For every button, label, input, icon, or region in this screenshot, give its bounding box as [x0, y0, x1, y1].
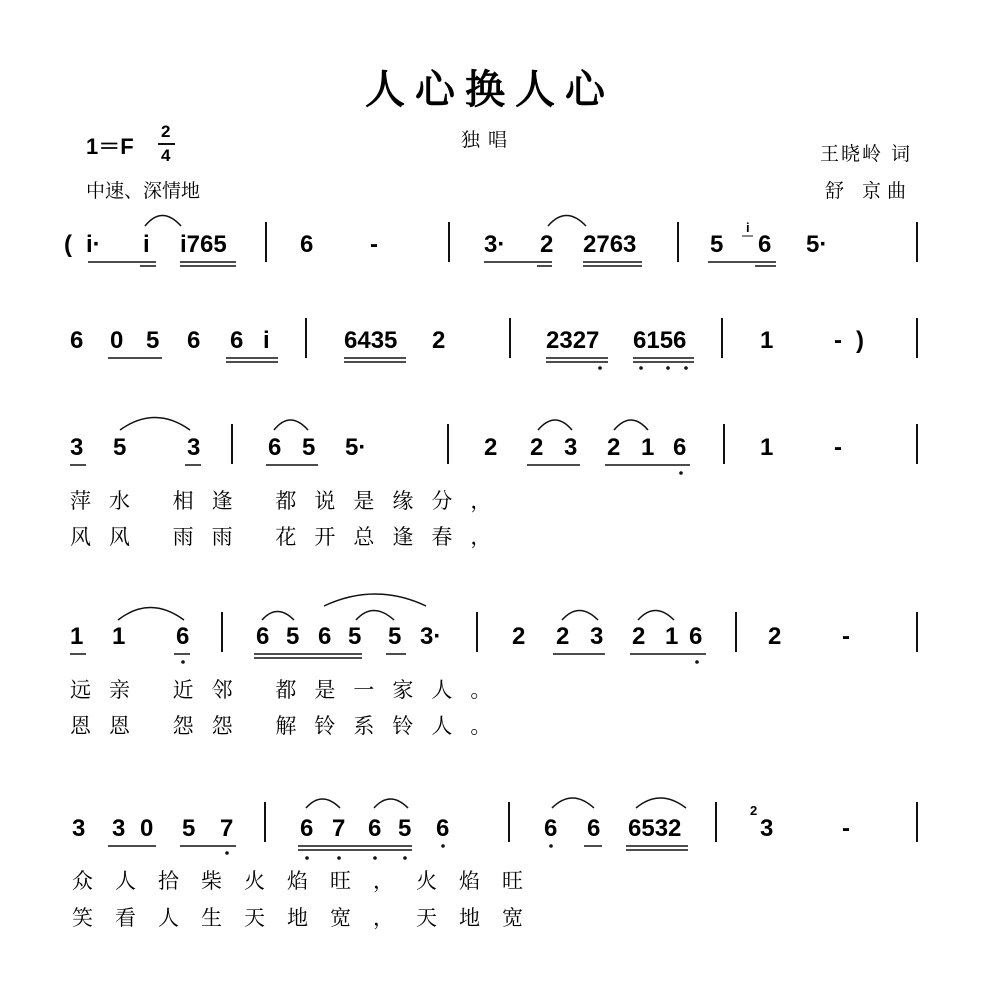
measure: 7 — [220, 815, 234, 842]
measure: 2 — [632, 623, 646, 650]
performance-type: 独唱 — [460, 129, 516, 151]
measure: 2 — [768, 623, 782, 650]
measure: i765 — [180, 231, 227, 258]
measure: 2 — [530, 434, 544, 461]
measure: 6532 — [628, 815, 682, 842]
score-system — [64, 216, 917, 267]
measure: 1 — [760, 434, 774, 461]
measure: 6 — [368, 815, 382, 842]
measure: 3 — [590, 623, 604, 650]
measure: 3 — [70, 434, 84, 461]
measure: 3 — [112, 815, 126, 842]
measure: - — [842, 815, 850, 842]
measure: 3 — [760, 815, 774, 842]
tempo-marking: 中速、深情地 — [86, 180, 201, 202]
measure: 6 — [300, 231, 314, 258]
measure: 6 — [673, 434, 687, 461]
measure: 2327 — [546, 327, 600, 354]
measure: 5 — [146, 327, 160, 354]
measure: 2 — [540, 231, 554, 258]
score-system — [70, 318, 917, 370]
measure: 6156 — [633, 327, 687, 354]
measure: 6435 — [344, 327, 398, 354]
measure: 6 — [256, 623, 270, 650]
measure: 1 — [760, 327, 774, 354]
measure: 5· — [345, 434, 367, 461]
measure: - — [370, 231, 378, 258]
measure: 5 — [398, 815, 412, 842]
measure: 5 — [348, 623, 362, 650]
measure: 2 — [432, 327, 446, 354]
time-signature — [158, 122, 175, 165]
measure: - — [834, 327, 842, 354]
lyric-line: 远亲 近邻 都是一家人。 — [70, 678, 510, 702]
svg-text:i: i — [746, 220, 750, 235]
measure: 1 — [112, 623, 126, 650]
measure: 3 — [564, 434, 578, 461]
measure: - — [842, 623, 850, 650]
measure: 5 — [182, 815, 196, 842]
measure: 6 — [268, 434, 282, 461]
measure: 6 — [318, 623, 332, 650]
measure: 6 — [436, 815, 450, 842]
lyrics-block — [72, 869, 545, 931]
lyrics-block — [70, 678, 509, 738]
measure: 0 — [140, 815, 154, 842]
measure: 6 — [689, 623, 703, 650]
measure: 6 — [758, 231, 772, 258]
measure: 5· — [806, 231, 828, 258]
measure: 0 — [110, 327, 124, 354]
lyric-line: 风风 雨雨 花开总逢春， — [70, 525, 510, 549]
measure: 6 — [187, 327, 201, 354]
lyric-line: 笑看人生天地宽，天地宽 — [72, 906, 545, 930]
measure: 5 — [710, 231, 724, 258]
measure: 6 — [300, 815, 314, 842]
composer-credit: 舒 京曲 — [824, 180, 912, 202]
measure: 2 — [512, 623, 526, 650]
svg-text:2: 2 — [750, 803, 758, 818]
svg-text:4: 4 — [161, 146, 171, 165]
measure: 2 — [607, 434, 621, 461]
measure: 2 — [556, 623, 570, 650]
measure: 1 — [665, 623, 679, 650]
measure: 6 — [587, 815, 601, 842]
key-signature — [86, 122, 175, 165]
measure: 5 — [113, 434, 127, 461]
lyric-line: 萍水 相逢 都说是缘分， — [70, 489, 510, 513]
opening-paren: ( — [64, 231, 72, 258]
measure: 6 — [70, 327, 84, 354]
measure: i — [143, 231, 150, 258]
svg-text:1＝F: 1＝F — [86, 134, 134, 159]
measure: 2763 — [583, 231, 637, 258]
svg-text:2: 2 — [161, 122, 171, 141]
measure: 6 — [544, 815, 558, 842]
measure: i· — [86, 231, 101, 258]
measure: 6 — [176, 623, 190, 650]
measure: 5 — [302, 434, 316, 461]
measure: 2 — [484, 434, 498, 461]
measure: 7 — [332, 815, 346, 842]
measure: i — [263, 327, 270, 354]
measure: 3· — [484, 231, 506, 258]
measure: 6 — [230, 327, 244, 354]
score-system — [72, 798, 917, 860]
lyricist-credit: 王晓岭 词 — [819, 143, 912, 165]
measure: - — [834, 434, 842, 461]
closing-paren: ) — [856, 327, 864, 354]
lyric-line: 恩恩 怨怨 解铃系铃人。 — [70, 714, 510, 738]
measure: 3 — [72, 815, 86, 842]
measure: 5 — [388, 623, 402, 650]
measure: 3 — [187, 434, 201, 461]
measure: 3· — [420, 623, 442, 650]
lyric-line: 众人拾柴火焰旺，火焰旺 — [72, 869, 545, 893]
measure: 1 — [641, 434, 655, 461]
measure: 1 — [70, 623, 84, 650]
page-title: 人心换人心 — [365, 66, 615, 113]
score-system — [70, 418, 917, 475]
lyrics-block — [70, 489, 509, 550]
measure: 5 — [286, 623, 300, 650]
score-system — [70, 594, 917, 664]
